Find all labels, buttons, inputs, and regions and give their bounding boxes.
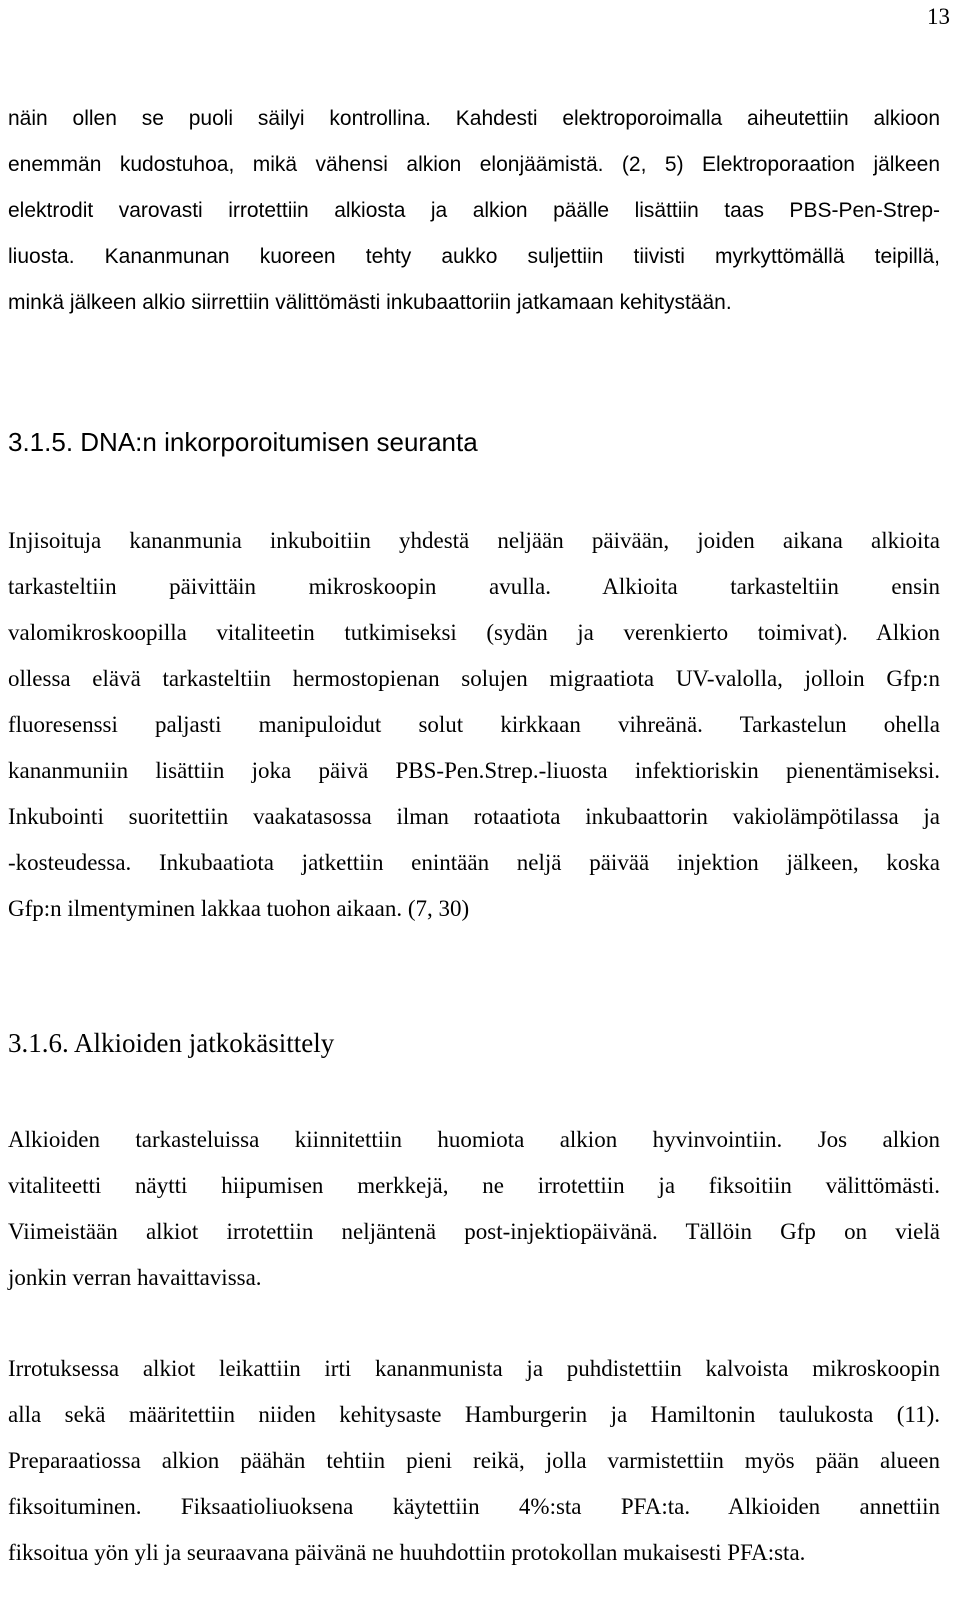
text-line: Gfp:n ilmentyminen lakkaa tuohon aikaan. (7, 30) — [8, 896, 470, 921]
text-line: vitaliteetti näytti hiipumisen merkkejä, ne irrotettiin ja fiksoitiin välittömästi. — [8, 1173, 940, 1198]
text-line: liuosta. Kananmunan kuoreen tehty aukko suljettiin tiivisti myrkyttömällä teipillä, — [8, 245, 940, 268]
section-heading-dna-incorporation: 3.1.5. DNA:n inkorporoitumisen seuranta — [8, 427, 478, 457]
text-line: Alkioiden tarkasteluissa kiinnitettiin huomiota alkion hyvinvointiin. Jos alkion — [8, 1127, 940, 1152]
section-heading-further-processing: 3.1.6. Alkioiden jatkokäsittely — [8, 1028, 335, 1058]
paragraph-incubation — [8, 518, 940, 932]
text-line: enemmän kudostuhoa, mikä vähensi alkion elonjäämistä. (2, 5) Elektroporaation jälkeen — [8, 153, 940, 176]
page-number: 13 — [927, 4, 950, 29]
text-line: elektrodit varovasti irrotettiin alkiosta ja alkion päälle lisättiin taas PBS-Pen-Strep- — [8, 199, 940, 222]
text-line: fluoresenssi paljasti manipuloidut solut kirkkaan vihreänä. Tarkastelun ohella — [8, 712, 940, 737]
text-line: Inkubointi suoritettiin vaakatasossa ilman rotaatiota inkubaattorin vakiolämpötilassa ja — [8, 804, 940, 829]
text-line: Irrotuksessa alkiot leikattiin irti kananmunista ja puhdistettiin kalvoista mikroskoopin — [8, 1356, 940, 1381]
text-line: -kosteudessa. Inkubaatiota jatkettiin enintään neljä päivää injektion jälkeen, koska — [8, 850, 940, 875]
text-line: näin ollen se puoli säilyi kontrollina. Kahdesti elektroporoimalla aiheutettiin alkioon — [8, 107, 940, 130]
text-line: Injisoituja kananmunia inkuboitiin yhdestä neljään päivään, joiden aikana alkioita — [8, 528, 940, 553]
text-line: valomikroskoopilla vitaliteetin tutkimiseksi (sydän ja verenkierto toimivat). Alkion — [8, 620, 940, 645]
text-line: fiksoituminen. Fiksaatioliuoksena käytettiin 4%:sta PFA:ta. Alkioiden annettiin — [8, 1494, 940, 1519]
text-line: jonkin verran havaittavissa. — [8, 1265, 262, 1290]
text-line: Viimeistään alkiot irrotettiin neljäntenä post-injektiopäivänä. Tällöin Gfp on vielä — [8, 1219, 940, 1244]
paragraph-embryo-inspection — [8, 1117, 940, 1301]
paragraph-embryo-detachment — [8, 1346, 940, 1576]
paragraph-electroporation-end — [8, 96, 940, 326]
text-line: alla sekä määritettiin niiden kehitysaste Hamburgerin ja Hamiltonin taulukosta (11). — [8, 1402, 940, 1427]
text-line: ollessa elävä tarkasteltiin hermostopienan solujen migraatiota UV-valolla, jolloin Gfp:n — [8, 666, 940, 691]
text-line: tarkasteltiin päivittäin mikroskoopin avulla. Alkioita tarkasteltiin ensin — [8, 574, 940, 599]
text-line: minkä jälkeen alkio siirrettiin välittömästi inkubaattoriin jatkamaan kehitystään. — [8, 291, 732, 314]
text-line: Preparaatiossa alkion päähän tehtiin pieni reikä, jolla varmistettiin myös pään alueen — [8, 1448, 940, 1473]
text-line: fiksoitua yön yli ja seuraavana päivänä ne huuhdottiin protokollan mukaisesti PFA:sta. — [8, 1540, 806, 1565]
text-line: kananmuniin lisättiin joka päivä PBS-Pen.Strep.-liuosta infektioriskin pienentämiseksi. — [8, 758, 940, 783]
